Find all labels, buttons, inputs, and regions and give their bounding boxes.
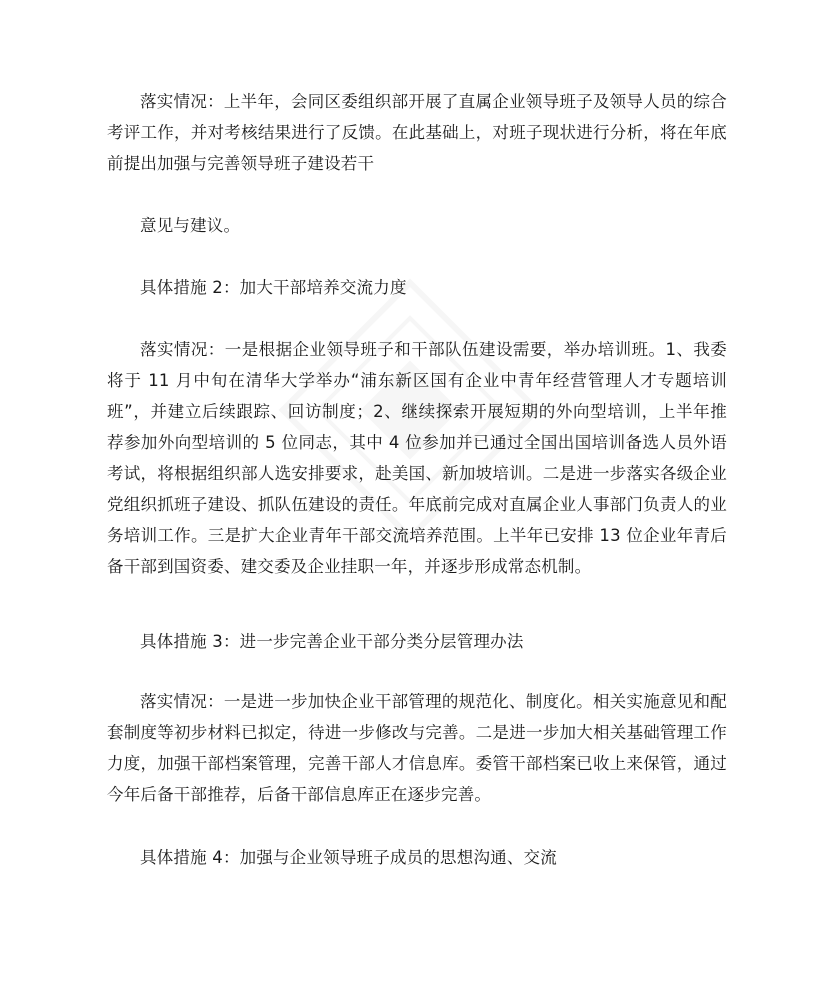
paragraph-continuation: 意见与建议。 bbox=[140, 216, 241, 235]
heading-measure-3: 具体措施 3：进一步完善企业干部分类分层管理办法 bbox=[140, 632, 524, 651]
heading-measure-2: 具体措施 2：加大干部培养交流力度 bbox=[140, 278, 407, 297]
paragraph-implementation-3: 落实情况：一是进一步加快企业干部管理的规范化、制度化。相关实施意见和配套制度等初步材料已拟定，待进一步修改与完善。二是进一步加大相关基础管理工作力度，加强干部档案管理，完善干部人才信息库。委管干部档案已收上来保管，通过今年后备干部推荐，后备干部信息库正在逐步完善。 bbox=[107, 692, 727, 804]
paragraph-implementation-2: 落实情况：一是根据企业领导班子和干部队伍建设需要，举办培训班。1、我委将于 11 月中旬在清华大学举办“浦东新区国有企业中青年经营管理人才专题培训班”，并建立后续跟踪、回访制度；2、继续探索开展短期的外向型培训，上半年推荐参加外向型培训的 5 位同志，其中 4 位参加并已通过全国出国培训备选人员外语考试，将根据组织部人选安排要求，赴美国、新加坡培训。二是进一步落实各级企业党组织抓班子建设、抓队伍建设的责任。年底前完成对直属企业人事部门负责人的业务培训工作。三是扩大企业青年干部交流培养范围。上半年已安排 13 位企业年青后备干部到国资委、建交委及企业挂职一年，并逐步形成常态机制。 bbox=[107, 340, 727, 576]
heading-measure-4: 具体措施 4：加强与企业领导班子成员的思想沟通、交流 bbox=[140, 848, 557, 867]
paragraph-implementation-1: 落实情况：上半年，会同区委组织部开展了直属企业领导班子及领导人员的综合考评工作，并对考核结果进行了反馈。在此基础上，对班子现状进行分析，将在年底前提出加强与完善领导班子建设若干 bbox=[107, 92, 727, 173]
